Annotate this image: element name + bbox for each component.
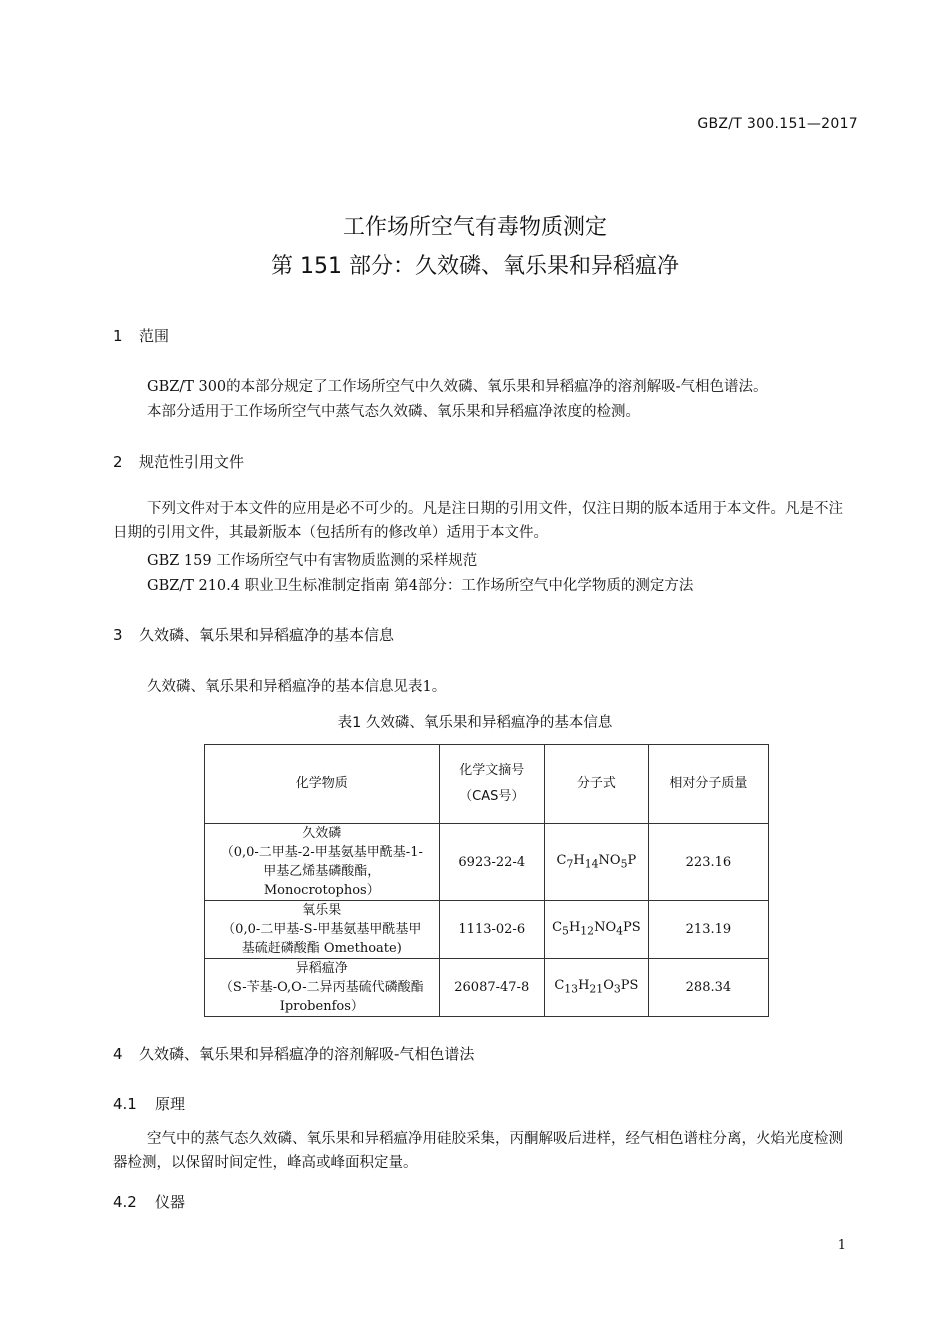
substance-cell: 氧乐果 （0,0-二甲基-S-甲基氨基甲酰基甲 基硫赶磷酸酯 Omethoate) (205, 901, 440, 959)
header-substance: 化学物质 (205, 745, 440, 824)
section-4-1-paragraph-1: 空气中的蒸气态久效磷、氧乐果和异稻瘟净用硅胶采集，丙酮解吸后进样，经气相色谱柱分离，火焰光度检测器检测，以保留时间定性，峰高或峰面积定量。 (113, 1131, 843, 1171)
section-1-paragraph-2: 本部分适用于工作场所空气中蒸气态久效磷、氧乐果和异稻瘟净浓度的检测。 (147, 404, 640, 420)
section-1-paragraph-1: GBZ/T 300的本部分规定了工作场所空气中久效磷、氧乐果和异稻瘟净的溶剂解吸-气相色谱法。 (147, 379, 768, 395)
table-header-row (205, 745, 769, 824)
cas-cell: 1113-02-6 (439, 901, 544, 959)
cas-cell: 26087-47-8 (439, 959, 544, 1017)
reference-gbz-t-210-4: GBZ/T 210.4 职业卫生标准制定指南 第4部分：工作场所空气中化学物质的测定方法 (147, 578, 694, 594)
formula-cell: $C_7H_{14}NO_5P$ (544, 824, 648, 901)
document-title-line1: 工作场所空气有毒物质测定 (342, 215, 607, 240)
section-4-2-heading: 4.2 仪器 (113, 1193, 186, 1211)
basic-info-table (204, 744, 769, 1017)
table-row (205, 901, 769, 959)
table-caption: 表1 久效磷、氧乐果和异稻瘟净的基本信息 (337, 715, 613, 731)
header-molecular-mass: 相对分子质量 (648, 745, 768, 824)
substance-cell: 异稻瘟净 （S-苄基-O,O-二异丙基硫代磷酸酯 Iprobenfos） (205, 959, 440, 1017)
cas-cell: 6923-22-4 (439, 824, 544, 901)
document-title-line2: 第 151 部分：久效磷、氧乐果和异稻瘟净 (271, 254, 679, 279)
header-cas: 化学文摘号 （CAS号） (439, 745, 544, 824)
mass-cell: 223.16 (648, 824, 768, 901)
section-2-paragraph-1: 下列文件对于本文件的应用是必不可少的。凡是注日期的引用文件，仅注日期的版本适用于本文件。凡是不注日期的引用文件，其最新版本（包括所有的修改单）适用于本文件。 (113, 501, 843, 541)
mass-cell: 288.34 (648, 959, 768, 1017)
section-1-heading: 1 范围 (113, 327, 170, 345)
reference-gbz-159: GBZ 159 工作场所空气中有害物质监测的采样规范 (147, 553, 478, 569)
section-4-heading: 4 久效磷、氧乐果和异稻瘟净的溶剂解吸-气相色谱法 (113, 1045, 475, 1063)
document-code: GBZ/T 300.151—2017 (697, 116, 858, 132)
table-row (205, 959, 769, 1017)
substance-cell: 久效磷 （0,0-二甲基-2-甲基氨基甲酰基-1- 甲基乙烯基磷酸酯， Monocrotophos） (205, 824, 440, 901)
formula-cell: $C_{13}H_{21}O_3PS$ (544, 959, 648, 1017)
section-3-paragraph-1: 久效磷、氧乐果和异稻瘟净的基本信息见表1。 (147, 679, 447, 695)
formula-cell: $C_5H_{12}NO_4PS$ (544, 901, 648, 959)
mass-cell: 213.19 (648, 901, 768, 959)
table-row (205, 824, 769, 901)
section-4-1-heading: 4.1 原理 (113, 1095, 186, 1113)
page-number: 1 (837, 1238, 846, 1253)
section-3-heading: 3 久效磷、氧乐果和异稻瘟净的基本信息 (113, 626, 395, 644)
header-formula: 分子式 (544, 745, 648, 824)
section-2-heading: 2 规范性引用文件 (113, 453, 245, 471)
